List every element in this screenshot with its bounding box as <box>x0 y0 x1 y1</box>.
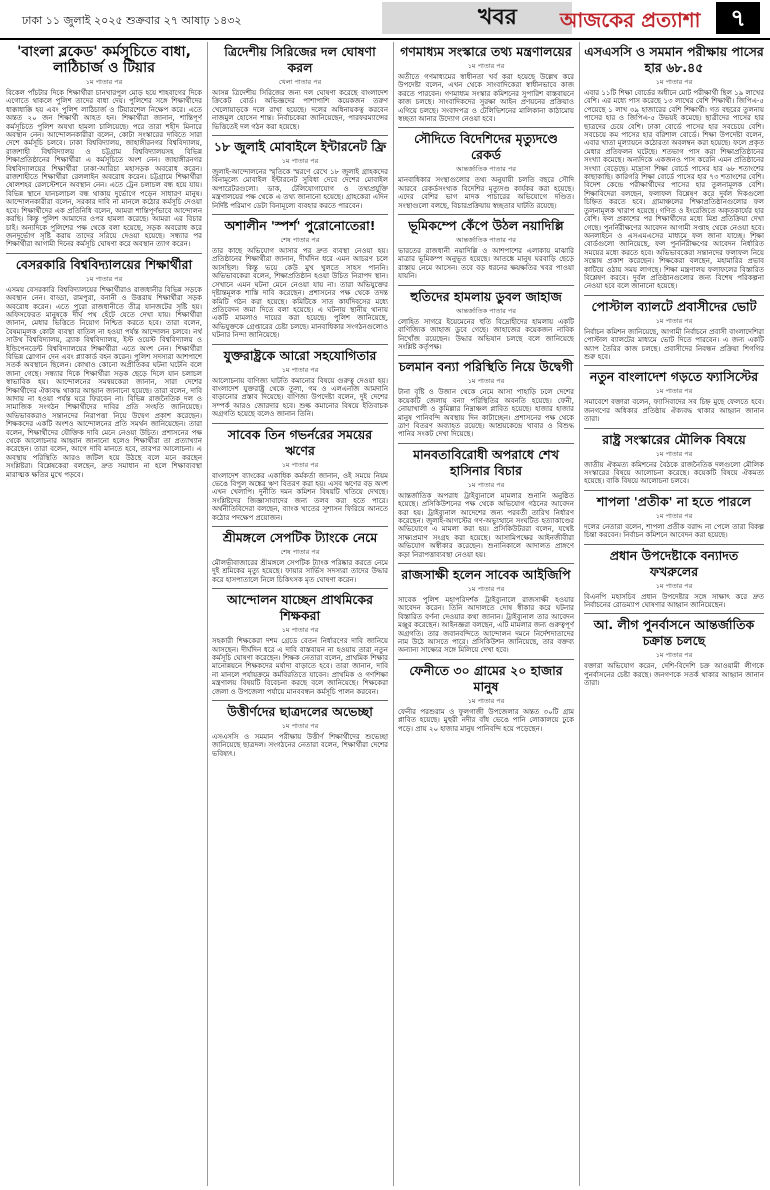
story-body: দলের নেতারা বলেন, শাপলা প্রতীক বরাদ্দ না পেলে তারা বিকল্প চিন্তা করবেন। নির্বাচন কমিশনে আবেদন করা হয়েছে। <box>584 522 764 540</box>
section-title: খবর <box>478 5 517 30</box>
byline: ১ম পাতার পর <box>655 387 693 396</box>
story <box>584 299 764 362</box>
story <box>584 617 764 687</box>
divider <box>584 365 764 366</box>
divider <box>584 544 764 545</box>
divider <box>212 700 388 701</box>
headline[interactable]: প্রধান উপদেষ্টাকে বন্যাদত ফখরুলের <box>609 547 739 579</box>
divider <box>398 443 574 444</box>
byline: আন্তর্জাতিক পাতার পর <box>456 165 516 174</box>
byline: ১ম পাতার পর <box>467 480 505 489</box>
headline[interactable]: পোস্টাল ব্যালটে প্রবাসীদের ভোট <box>591 298 757 314</box>
column-rule <box>207 42 208 1186</box>
divider <box>398 214 574 215</box>
byline: শেষ পাতার পর <box>280 548 320 556</box>
headline[interactable]: গণমাধ্যম সংস্কারে তথ্য মন্ত্রণালয়ের <box>400 44 572 59</box>
story-body: মানবাধিকার সংস্থাগুলোর তথ্য অনুযায়ী চলতি বছরে সৌদি আরবে রেকর্ডসংখ্যক বিদেশির মৃত্যুদণ্ড কার্যকর করা হয়েছে। এদের বেশির ভাগ মাদক পাচারের অভিযোগে দণ্ডিত। সংস্থাগুলো বলছে, বিচারপ্রক্রিয়ায় স্বচ্ছতার ঘাটতি রয়েছে। <box>398 176 574 210</box>
story-body: মৌলভীবাজারের শ্রীমঙ্গলে সেপটিক ট্যাংক পরিষ্কার করতে নেমে দুই শ্রমিকের মৃত্যু হয়েছে। ফায়ার সার্ভিস সদস্যরা তাদের উদ্ধার করে হাসপাতালে নিলে চিকিৎসক মৃত ঘোষণা করেন। <box>212 559 388 584</box>
story <box>212 427 388 522</box>
story-body: সাবেক পুলিশ মহাপরিদর্শক ট্রাইব্যুনালে রাজসাক্ষী হওয়ার আবেদন করেন। তিনি আদালতে দোষ স্বীকার করে ঘটনার বিস্তারিত বর্ণনা দেওয়ার কথা জানান। ট্রাইব্যুনাল তার আবেদন মঞ্জুর করেছেন। আইনজ্ঞরা বলছেন, এটি মামলার জন্য গুরুত্বপূর্ণ অগ্রগতি। তার জবানবন্দিতে আন্দোলন দমনে নির্দেশদাতাদের নাম উঠে আসতে পারে। প্রসিকিউশন জানিয়েছে, তার বক্তব্য অন্যান্য সাক্ষ্যের সঙ্গে মিলিয়ে দেখা হবে। <box>398 596 574 655</box>
headline[interactable]: নতুন বাংলাদেশ গড়তে ফ্যাসিস্টের <box>589 369 759 385</box>
story <box>6 44 202 249</box>
divider <box>212 526 388 527</box>
story-body: এসময় বেসরকারি বিশ্ববিদ্যালয়ের শিক্ষার্থীরাও রাজধানীর বিভিন্ন সড়কে অবস্থান নেন। বাড্ডা, রামপুরা, বনানী ও উত্তরায় শিক্ষার্থীরা সড়ক অবরোধ করেন। এতে পুরো রাজধানীতে তীব্র যানজটের সৃষ্টি হয়। অফিসফেরত মানুষকে দীর্ঘ পথ হেঁটে যেতে দেখা যায়। শিক্ষার্থীরা জানান, মেধার ভিত্তিতে নিয়োগ নিশ্চিত করতে হবে। তারা বলেন, বৈষম্যমূলক কোটা ব্যবস্থা বাতিল না হওয়া পর্যন্ত আন্দোলন চলবে। নর্থ সাউথ বিশ্ববিদ্যালয়, ব্র্যাক বিশ্ববিদ্যালয়, ইস্ট ওয়েস্ট বিশ্ববিদ্যালয় ও ইন্ডিপেনডেন্ট বিশ্ববিদ্যালয়ের শিক্ষার্থীরা এতে অংশ নেন। শিক্ষার্থীরা বিভিন্ন স্লোগান দেন এবং প্ল্যাকার্ড বহন করেন। পুলিশ সদস্যরা আশপাশে সতর্ক অবস্থানে ছিলেন। কোথাও কোনো অপ্রীতিকর ঘটনা ঘটেনি বলে জানা গেছে। সন্ধ্যার দিকে শিক্ষার্থীরা সড়ক ছেড়ে দিলে যান চলাচল স্বাভাবিক হয়। আন্দোলনের সমন্বয়কেরা জানান, সারা দেশের শিক্ষার্থীদের ঐক্যবদ্ধ থাকার আহ্বান জানানো হয়েছে। তারা বলেন, দাবি আদায় না হওয়া পর্যন্ত ঘরে ফিরবেন না। বিভিন্ন রাজনৈতিক দল ও সামাজিক সংগঠন শিক্ষার্থীদের দাবির প্রতি সংহতি জানিয়েছে। অভিভাবকরাও সন্তানদের নিরাপত্তা নিয়ে উদ্বেগ প্রকাশ করেছেন। শিক্ষকদের একটি অংশও আন্দোলনের প্রতি সমর্থন জানিয়েছেন। তারা বলেন, শিক্ষার্থীদের যৌক্তিক দাবি মেনে নেওয়া উচিত। প্রশাসনের পক্ষ থেকে আলোচনার আহ্বান জানানো হলেও শিক্ষার্থীরা তা প্রত্যাখ্যান করেছেন। তারা বলেন, আগে দাবি মানতে হবে, তারপর আলোচনা। এ অবস্থায় পরিস্থিতি আরও জটিল হয়ে উঠছে বলে মনে করছেন সংশ্লিষ্টরা। বিশ্লেষকেরা বলছেন, দ্রুত সমাধান না হলে শিক্ষাব্যবস্থা মারাত্মক ক্ষতির মুখে পড়বে। <box>6 285 202 479</box>
byline: ১ম পাতার পর <box>281 365 319 374</box>
headline[interactable]: অশালীন 'স্পর্শ' পুরোনোতেরা! <box>224 218 376 234</box>
story-body: লোহিত সাগরে ইয়েমেনের হুতি বিদ্রোহীদের হামলায় একটি বাণিজ্যিক জাহাজ ডুবে গেছে। জাহাজের কয়েকজন নাবিক নিখোঁজ রয়েছেন। উদ্ধার অভিযান চলছে বলে জানিয়েছে সংশ্লিষ্ট কর্তৃপক্ষ। <box>398 317 574 351</box>
story <box>398 359 574 438</box>
divider <box>398 563 574 564</box>
story <box>6 257 202 479</box>
byline: ১ম পাতার পর <box>281 626 319 635</box>
story <box>398 44 574 123</box>
headline[interactable]: উত্তীর্ণদের ছাত্রদলের অভেচ্ছা <box>227 704 373 720</box>
divider <box>212 588 388 589</box>
byline: আন্তর্জাতিক পাতার পর <box>456 306 516 315</box>
headline[interactable]: হুতিদের হামলায় ডুবল জাহাজ <box>410 288 562 304</box>
story-body: এবার ১১টি শিক্ষা বোর্ডের অধীনে মোট পরীক্ষার্থী ছিল ১৯ লাখের বেশি। এর মধ্যে পাস করেছে ১৩ লাখের বেশি শিক্ষার্থী। জিপিএ-৫ পেয়েছে ১ লাখ ৩৯ হাজারের বেশি শিক্ষার্থী। গত বছরের তুলনায় পাসের হার ও জিপিএ-৫ উভয়ই কমেছে। ছাত্রীদের পাসের হার ছাত্রদের চেয়ে বেশি। ঢাকা বোর্ডে পাসের হার সবচেয়ে বেশি। সবচেয়ে কম পাসের হার বরিশাল বোর্ডে। শিক্ষা উপদেষ্টা বলেন, এবার খাতা মূল্যায়নে কঠোরতা অবলম্বন করা হয়েছে। ফলে প্রকৃত মেধার প্রতিফলন ঘটেছে। শতভাগ পাস করা শিক্ষাপ্রতিষ্ঠানের সংখ্যা কমেছে। অন্যদিকে একজনও পাস করেনি এমন প্রতিষ্ঠানের সংখ্যা বেড়েছে। মাদ্রাসা শিক্ষা বোর্ডে পাসের হার ৬৮ শতাংশের কাছাকাছি। কারিগরি শিক্ষা বোর্ডে পাসের হার ৭৩ শতাংশের বেশি। বিদেশ কেন্দ্রে পরীক্ষার্থীদের পাসের হার তুলনামূলক বেশি। শিক্ষাবিদেরা বলছেন, ফলাফল বিশ্লেষণ করে দুর্বল দিকগুলো চিহ্নিত করতে হবে। গ্রামাঞ্চলের শিক্ষাপ্রতিষ্ঠানগুলোর ফল তুলনামূলক খারাপ হয়েছে। গণিত ও ইংরেজিতে অকৃতকার্যের হার বেশি। ফল প্রকাশের পর শিক্ষার্থীদের মধ্যে মিশ্র প্রতিক্রিয়া দেখা গেছে। পুনর্নিরীক্ষণের আবেদন আগামী সপ্তাহ থেকে নেওয়া হবে। অনলাইনে ও এসএমএসের মাধ্যমে ফল জানা যাচ্ছে। শিক্ষা বোর্ডগুলো জানিয়েছে, ফল পুনর্নিরীক্ষণের আবেদন নির্ধারিত সময়ের মধ্যে করতে হবে। অভিভাবকেরা সন্তানদের ফলাফল নিয়ে সন্তোষ প্রকাশ করেছেন। শিক্ষকেরা বলছেন, মহামারির প্রভাব কাটিয়ে ওঠায় সময় লাগছে। শিক্ষা মন্ত্রণালয় ফলাফলের বিস্তারিত বিশ্লেষণ করবে। দুর্বল প্রতিষ্ঠানগুলোর জন্য বিশেষ পরিকল্পনা নেওয়া হবে বলে জানানো হয়েছে। <box>584 89 764 291</box>
story <box>398 567 574 655</box>
story-body: এসএসসি ও সমমান পরীক্ষায় উত্তীর্ণ শিক্ষার্থীদের শুভেচ্ছা জানিয়েছে ছাত্রদল। সংগঠনের নেতারা বলেন, শিক্ষার্থীরা দেশের ভবিষ্যৎ। <box>212 733 388 758</box>
byline: ১ম পাতার পর <box>655 78 693 86</box>
story <box>398 447 574 559</box>
column-rule <box>579 42 580 1186</box>
story-body: সমাবেশে বক্তারা বলেন, ফ্যাসিবাদের সব চিহ্ন মুছে ফেলতে হবে। জনগণের অধিকার প্রতিষ্ঠায় ঐক্যবদ্ধ থাকার আহ্বান জানান তারা। <box>584 398 764 424</box>
story-body: জাতীয় ঐকমত্য কমিশনের বৈঠকে রাজনৈতিক দলগুলো মৌলিক সংস্কারের বিষয়ে আলোচনা করেছে। কয়েকটি বিষয়ে ঐকমত্য হয়েছে। বাকি বিষয়ে আলোচনা চলবে। <box>584 460 764 486</box>
byline: শেষ পাতার পর <box>280 236 320 245</box>
headline[interactable]: এসএসসি ও সমমান পরীক্ষায় পাসের হার ৬৮.৪৫ <box>584 44 764 75</box>
story-body: সহকারী শিক্ষকেরা দশম গ্রেডে বেতন নির্ধারণের দাবি জানিয়ে আসছেন। দীর্ঘদিন ধরে এ দাবি বাস্তবায়ন না হওয়ায় তারা নতুন কর্মসূচি ঘোষণা করেছেন। শিক্ষক নেতারা বলেন, প্রাথমিক শিক্ষার মানোন্নয়নে শিক্ষকদের মর্যাদা বাড়াতে হবে। তারা জানান, দাবি না মানলে পর্যায়ক্রমে কর্মবিরতিতে যাবেন। প্রাথমিক ও গণশিক্ষা মন্ত্রণালয় বিষয়টি বিবেচনা করছে বলে জানিয়েছে। শিক্ষকেরা জেলা ও উপজেলা পর্যায়ে মানববন্ধন কর্মসূচি পালন করবেন। <box>212 637 388 696</box>
story <box>398 218 574 281</box>
headline[interactable]: সাবেক তিন গভর্নরের সময়ের ঋণের <box>227 426 373 458</box>
story <box>398 289 574 352</box>
column-rule <box>393 42 394 1186</box>
byline: ১ম পাতার পর <box>655 511 693 520</box>
story-body: অতীতে গণমাধ্যমের স্বাধীনতা খর্ব করা হয়েছে উল্লেখ করে উপদেষ্টা বলেন, এখন থেকে সাংবাদিকেরা স্বাধীনভাবে কাজ করতে পারবেন। গণমাধ্যম সংস্কার কমিশনের সুপারিশ বাস্তবায়নে কাজ চলছে। সাংবাদিকদের সুরক্ষা আইন প্রণয়নের প্রক্রিয়াও এগিয়ে চলছে। সংবাদপত্র ও টেলিভিশনের মালিকানা কাঠামোয় স্বচ্ছতা আনার উদ্যোগ নেওয়া হবে। <box>398 73 574 124</box>
byline: ১ম পাতার পর <box>467 62 505 70</box>
byline: ১ম পাতার পর <box>85 274 123 283</box>
divider <box>212 135 388 136</box>
story-body: আন্তর্জাতিক অপরাধ ট্রাইব্যুনালে মামলার শুনানি অনুষ্ঠিত হয়েছে। প্রসিকিউশনের পক্ষ থেকে অভিযোগ গঠনের আবেদন করা হয়। ট্রাইব্যুনাল আদেশের জন্য পরবর্তী তারিখ নির্ধারণ করেছেন। জুলাই-আগস্টের গণ-অভ্যুত্থানে সংঘটিত হত্যাকাণ্ডের অভিযোগে এ মামলা করা হয়। প্রসিকিউটররা বলেন, যথেষ্ট সাক্ষ্যপ্রমাণ সংগ্রহ করা হয়েছে। আসামিপক্ষের আইনজীবীরা অভিযোগ অস্বীকার করেছেন। শুনানিকালে আদালত প্রাঙ্গণে কড়া নিরাপত্তাব্যবস্থা নেওয়া হয়। <box>398 491 574 559</box>
byline: খেলা পাতার পর <box>278 78 322 86</box>
divider <box>212 423 388 424</box>
byline: ১ম পাতার পর <box>467 585 505 593</box>
headline[interactable]: ভূমিকম্পে কেঁপে উঠল নয়াদিল্লি <box>408 218 564 234</box>
story <box>584 494 764 540</box>
headline[interactable]: মানবতাবিরোধী অপরাধে শেখ হাসিনার বিচার <box>413 446 559 478</box>
headline[interactable]: বেসরকারি বিশ্ববিদ্যালয়ের শিক্ষার্থীরা <box>15 256 193 272</box>
story <box>398 131 574 210</box>
byline: ১ম পাতার পর <box>655 316 693 325</box>
byline: ১ম পাতার পর <box>655 581 693 590</box>
divider <box>6 253 202 254</box>
byline: ১ম পাতার পর <box>655 651 693 660</box>
page-header <box>0 0 770 40</box>
story <box>212 592 388 696</box>
column-4 <box>584 42 764 1186</box>
column-1 <box>6 42 202 1186</box>
story-body: আলোচনায় বাণিজ্য ঘাটতি কমানোর বিষয়ে গুরুত্ব দেওয়া হয়। বাংলাদেশ যুক্তরাষ্ট্র থেকে তুলা, গম ও এলএনজি আমদানি বাড়ানোর প্রস্তাব দিয়েছে। বাণিজ্য উপদেষ্টা বলেন, দুই দেশের সম্পর্ক আরও জোরদার হবে। শুল্ক কমানোর বিষয়ে ইতিবাচক অগ্রগতি হয়েছে বলেও জানান তিনি। <box>212 376 388 419</box>
divider <box>584 613 764 614</box>
story <box>212 530 388 584</box>
headline[interactable]: শ্রীমঙ্গলে সেপটিক ট্যাংকে নেমে <box>222 530 378 545</box>
headline[interactable]: ত্রিদেশীয় সিরিজের দল ঘোষণা করল <box>224 44 376 75</box>
story-body: বিএনপি মহাসচিব প্রধান উপদেষ্টার সঙ্গে সাক্ষাৎ করে দ্রুত নির্বাচনের রোডম্যাপ ঘোষণার আহ্বান জানিয়েছেন। <box>584 592 764 610</box>
story <box>212 348 388 419</box>
story-body: তার কাছে অভিযোগ আসার পর দ্রুত ব্যবস্থা নেওয়া হয়। প্রতিষ্ঠানের শিক্ষার্থীরা জানান, দীর্ঘদিন ধরে এমন আচরণ চলে আসছিল। কিন্তু ভয়ে কেউ মুখ খুলতে সাহস পাননি। অভিভাবকেরা বলেন, শিক্ষাপ্রতিষ্ঠান হওয়া উচিত নিরাপদ স্থান। সেখানে এমন ঘটনা মেনে নেওয়া যায় না। তারা অভিযুক্তের দৃষ্টান্তমূলক শাস্তি দাবি করেছেন। প্রশাসনের পক্ষ থেকে তদন্ত কমিটি গঠন করা হয়েছে। কমিটিকে সাত কার্যদিবসের মধ্যে প্রতিবেদন জমা দিতে বলা হয়েছে। এ ঘটনায় স্থানীয় থানায় একটি মামলাও দায়ের করা হয়েছে। পুলিশ জানিয়েছে, অভিযুক্তকে গ্রেপ্তারের চেষ্টা চলছে। মানবাধিকার সংগঠনগুলোও ঘটনার নিন্দা জানিয়েছে। <box>212 247 388 340</box>
headline[interactable]: রাষ্ট্র সংস্কারের মৌলিক বিষয়ে <box>602 431 746 447</box>
byline: ১ম পাতার পর <box>281 460 319 469</box>
story <box>212 139 388 210</box>
headline[interactable]: শাপলা 'প্রতীক' না হতে পারলে <box>597 493 751 509</box>
story <box>212 44 388 131</box>
byline: ১ম পাতার পর <box>85 78 123 86</box>
divider <box>212 344 388 345</box>
issue-date: ঢাকা ১১ জুলাই ২০২৫ শুক্রবার ২৭ আষাঢ় ১৪৩২ <box>22 14 242 27</box>
story <box>212 704 388 758</box>
story-body: ভারতের রাজধানী নয়াদিল্লি ও আশপাশের এলাকায় মাঝারি মাত্রার ভূমিকম্প অনুভূত হয়েছে। আতঙ্কে মানুষ ঘরবাড়ি ছেড়ে রাস্তায় নেমে আসেন। তবে বড় ধরনের ক্ষয়ক্ষতির খবর পাওয়া যায়নি। <box>398 247 574 281</box>
headline[interactable]: 'বাংলা ব্লকেড' কর্মসূচিতে বাধা, লাঠিচার্জ ও টিয়ার <box>17 44 191 76</box>
story <box>584 369 764 423</box>
byline: ১ম পাতার পর <box>655 449 693 458</box>
byline: ১ম পাতার পর <box>467 696 505 705</box>
story <box>398 663 574 733</box>
divider <box>584 295 764 296</box>
headline[interactable]: ১৮ জুলাই মোবাইলে ইন্টারনেট ফ্রি <box>213 139 387 155</box>
divider <box>398 659 574 660</box>
story-body: টানা বৃষ্টি ও উজান থেকে নেমে আসা পাহাড়ি ঢলে দেশের কয়েকটি জেলায় বন্যা পরিস্থিতির অবনতি হয়েছে। ফেনী, নোয়াখালী ও কুমিল্লার নিম্নাঞ্চল প্লাবিত হয়েছে। হাজার হাজার মানুষ পানিবন্দি অবস্থায় দিন কাটাচ্ছেন। প্রশাসনের পক্ষ থেকে ত্রাণ বিতরণ অব্যাহত রয়েছে। আশ্রয়কেন্দ্রে খাবার ও বিশুদ্ধ পানির সংকট দেখা দিয়েছে। <box>398 388 574 439</box>
headline[interactable]: চলমান বন্যা পরিস্থিতি নিয়ে উদ্বেগী <box>398 359 574 375</box>
story-body: জুলাই-আন্দোলনের স্মৃতিকে স্মরণে রেখে ১৮ জুলাই গ্রাহকদের বিনামূল্যে মোবাইল ইন্টারনেট সুবিধা দেবে দেশের মোবাইল অপারেটরগুলো। ডাক, টেলিযোগাযোগ ও তথ্যপ্রযুক্তি মন্ত্রণালয়ের পক্ষ থেকে এ তথ্য জানানো হয়েছে। গ্রাহকেরা এদিন নির্দিষ্ট পরিমাণ ডেটা বিনামূল্যে ব্যবহার করতে পারবেন। <box>212 168 388 210</box>
story-body: বক্তারা অভিযোগ করেন, দেশি-বিদেশি চক্র আওয়ামী লীগকে পুনর্বাসনের চেষ্টা করছে। জনগণকে সতর্ক থাকার আহ্বান জানান তারা। <box>584 662 764 688</box>
headline[interactable]: সৌদিতে বিদেশিদের মৃত্যুদণ্ডে রেকর্ড <box>414 131 558 163</box>
headline[interactable]: আ. লীগ পুনর্বাসনে আন্তর্জাতিক চক্রান্ত চলছে <box>593 617 755 649</box>
story-body: নির্বাচন কমিশন জানিয়েছে, আগামী নির্বাচনে প্রবাসী বাংলাদেশিরা পোস্টাল ব্যালটের মাধ্যমে ভোট দিতে পারবেন। এ জন্য একটি অ্যাপ তৈরির কাজ চলছে। প্রবাসীদের নিবন্ধন প্রক্রিয়া শিগগির শুরু হবে। <box>584 327 764 361</box>
page-number: ৭ <box>716 2 760 34</box>
column-2 <box>212 42 388 1186</box>
story <box>584 432 764 486</box>
byline: ১ম পাতার পর <box>467 377 505 386</box>
story <box>584 548 764 610</box>
column-3 <box>398 42 574 1186</box>
divider <box>212 214 388 215</box>
divider <box>584 490 764 491</box>
byline: ১ম পাতার পর <box>281 157 319 166</box>
byline: আন্তর্জাতিক পাতার পর <box>456 236 516 245</box>
divider <box>584 428 764 429</box>
newspaper-logo: আজকের প্রত্যাশা <box>560 8 701 32</box>
headline[interactable]: রাজসাক্ষী হলেন সাবেক আইজিপি <box>401 567 571 582</box>
divider <box>398 127 574 128</box>
headline[interactable]: আন্দোলন যাচ্ছেন প্রাথমিকের শিক্ষকরা <box>226 592 374 624</box>
divider <box>398 355 574 356</box>
story <box>212 218 388 339</box>
section-banner <box>382 2 572 34</box>
headline[interactable]: ফেনীতে ৩০ গ্রামের ২০ হাজার মানুষ <box>409 662 563 694</box>
divider <box>398 285 574 286</box>
story-body: বিকেল পাঁচটার দিকে শিক্ষার্থীরা চানখারপুল মোড় হয়ে শাহবাগের দিকে এগোতে থাকলে পুলিশ তাদের বাধা দেয়। পুলিশের সঙ্গে শিক্ষার্থীদের ধাক্কাধাক্কি হয় এবং পুলিশ লাঠিচার্জ ও টিয়ারশেল নিক্ষেপ করে। এতে অন্তত ২০ জন শিক্ষার্থী আহত হন। শিক্ষার্থীরা জানান, শান্তিপূর্ণ কর্মসূচিতে পুলিশ অযথা হামলা চালিয়েছে। পরে তারা শহীদ মিনারে অবস্থান নেন। আন্দোলনকারীরা বলেন, কোটা সংস্কারের দাবিতে সারা দেশে কর্মসূচি চলবে। ঢাকা বিশ্ববিদ্যালয়, জাহাঙ্গীরনগর বিশ্ববিদ্যালয়, রাজশাহী বিশ্ববিদ্যালয় ও চট্টগ্রাম বিশ্ববিদ্যালয়সহ বিভিন্ন শিক্ষাপ্রতিষ্ঠানের শিক্ষার্থীরা এ কর্মসূচিতে অংশ নেন। জাহাঙ্গীরনগর বিশ্ববিদ্যালয়ের শিক্ষার্থীরা ঢাকা-আরিচা মহাসড়ক অবরোধ করেন। রাজশাহীতে শিক্ষার্থীরা রেললাইন অবরোধ করেন। চট্টগ্রামে শিক্ষার্থীরা ষোলশহর রেলস্টেশনে অবস্থান নেন। এতে ট্রেন চলাচল বন্ধ হয়ে যায়। বিভিন্ন স্থানে যানচলাচল বন্ধ থাকায় দুর্ভোগে পড়েন সাধারণ মানুষ। আন্দোলনকারীরা বলেন, সরকার দাবি না মানলে কঠোর কর্মসূচি দেওয়া হবে। শিক্ষার্থীদের এক প্রতিনিধি বলেন, আমরা শান্তিপূর্ণভাবে আন্দোলন করছি। কিন্তু পুলিশ আমাদের ওপর হামলা করেছে। আমরা এর বিচার চাই। অন্যদিকে পুলিশের পক্ষ থেকে বলা হয়েছে, সড়ক অবরোধ করে জনদুর্ভোগ সৃষ্টি করায় তাদের সরিয়ে দেওয়া হয়েছে। সন্ধ্যার পর শিক্ষার্থীরা আগামী দিনের কর্মসূচি ঘোষণা করে অবস্থান ত্যাগ করেন। <box>6 89 202 249</box>
byline: ১ম পাতার পর <box>281 722 319 731</box>
story-body: বাংলাদেশ ব্যাংকের একাধিক কর্মকর্তা জানান, ওই সময়ে নিয়ম ভেঙে বিপুল অঙ্কের ঋণ বিতরণ করা হয়। এসব ঋণের বড় অংশ এখন খেলাপি। দুর্নীতি দমন কমিশন বিষয়টি খতিয়ে দেখছে। সংশ্লিষ্টদের জিজ্ঞাসাবাদের জন্য তলব করা হতে পারে। অর্থনীতিবিদেরা বলছেন, ব্যাংক খাতের সুশাসন ফিরিয়ে আনতে কঠোর পদক্ষেপ প্রয়োজন। <box>212 471 388 522</box>
story-body: ফেনীর পরশুরাম ও ফুলগাজী উপজেলার অন্তত ৩০টি গ্রাম প্লাবিত হয়েছে। মুহুরী নদীর বাঁধ ভেঙে পানি লোকালয়ে ঢুকে পড়ে। প্রায় ২০ হাজার মানুষ পানিবন্দি হয়ে পড়েছেন। <box>398 707 574 733</box>
headline[interactable]: যুক্তরাষ্ট্রকে আরো সহযোগিতার <box>223 347 377 363</box>
story <box>584 44 764 291</box>
story-body: আসন্ন ত্রিদেশীয় সিরিজের জন্য দল ঘোষণা করেছে বাংলাদেশ ক্রিকেট বোর্ড। অভিজ্ঞদের পাশাপাশি কয়েকজন তরুণ খেলোয়াড়কে দলে রাখা হয়েছে। দলের অধিনায়কত্ব করবেন নাজমুল হোসেন শান্ত। নির্বাচকেরা জানিয়েছেন, পারফরম্যান্সের ভিত্তিতেই দল গঠন করা হয়েছে। <box>212 89 388 131</box>
